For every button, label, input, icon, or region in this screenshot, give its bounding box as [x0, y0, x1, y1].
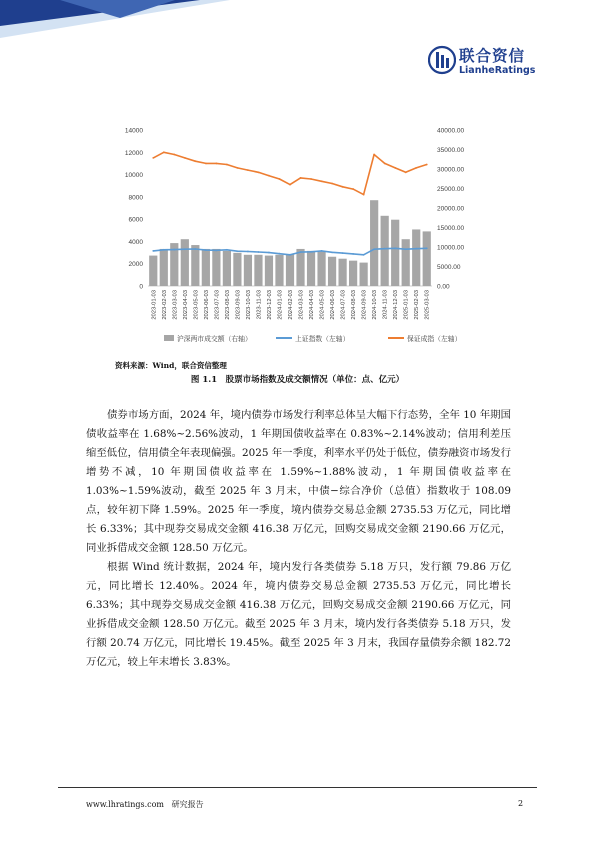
footer-divider	[58, 787, 537, 788]
guarantee-index-point	[258, 171, 260, 173]
sse-index-point	[405, 248, 407, 250]
volume-bar	[181, 239, 189, 286]
sse-index-point	[173, 249, 175, 251]
volume-bar	[286, 254, 294, 286]
x-axis-tick-label: 2024-11-03	[382, 290, 389, 320]
legend-label: 沪深两市成交额（右轴）	[177, 336, 252, 343]
sse-index-point	[300, 251, 302, 253]
company-logo	[428, 44, 538, 84]
x-axis-tick-label: 2023-01-03	[151, 290, 158, 320]
volume-bar	[265, 256, 273, 286]
left-axis-tick-label: 8000	[128, 194, 143, 202]
guarantee-index-point	[384, 163, 386, 165]
x-axis-tick-label: 2023-08-03	[224, 290, 231, 320]
guarantee-index-line	[153, 152, 426, 194]
left-axis-tick-label: 0	[139, 283, 143, 291]
volume-bar	[202, 249, 210, 286]
footer-website: www.lhratings.com	[86, 800, 165, 809]
left-axis-tick-label: 10000	[124, 172, 143, 180]
guarantee-index-point	[173, 154, 175, 156]
volume-bar	[370, 200, 378, 286]
guarantee-index-point	[352, 188, 354, 190]
x-axis-tick-label: 2023-05-03	[193, 290, 200, 320]
x-axis-tick-label: 2024-08-03	[351, 290, 358, 320]
guarantee-index-point	[226, 164, 228, 166]
x-axis-tick-label: 2024-04-03	[309, 290, 316, 320]
guarantee-index-point	[363, 194, 365, 196]
sse-index-point	[310, 251, 312, 253]
right-axis-tick-label: 15000.00	[437, 225, 465, 232]
guarantee-index-point	[394, 167, 396, 169]
volume-bar	[160, 249, 168, 286]
sse-index-point	[415, 248, 417, 250]
x-axis-tick-label: 2024-03-03	[298, 290, 305, 320]
x-axis-tick-label: 2024-05-03	[319, 290, 326, 320]
x-axis-tick-label: 2024-06-03	[330, 290, 337, 320]
volume-bar	[223, 251, 231, 286]
guarantee-index-point	[237, 167, 239, 169]
x-axis-tick-label: 2023-09-03	[235, 290, 242, 320]
left-axis-tick-label: 12000	[124, 149, 143, 157]
x-axis-tick-label: 2023-04-03	[182, 290, 189, 320]
volume-bar	[360, 263, 368, 286]
logo-name-en: LianheRatings	[459, 65, 536, 76]
volume-bar	[338, 259, 346, 286]
sse-index-point	[194, 248, 196, 250]
x-axis-tick-label: 2024-01-03	[277, 290, 284, 320]
logo-mark-icon	[428, 45, 456, 75]
sse-index-point	[394, 247, 396, 249]
paragraph-bond-market: 债券市场方面，2024 年，境内债券市场发行利率总体呈大幅下行态势，全年 10 年期国债收益率在 1.68%~2.56%波动，1 年期国债收益率在 0.83%~2.14%波动；信用利差压缩至低位，信用债全年表现偏强。2025 年一季度，利率水平仍处于低位，债券融资市场发行增势不减，10 年期国债收益率在 1.59%~1.88%波动，1 年期国债收益率在 1.03%~1.59%波动，截至 2025 年 3 月末，中债−综合净价（总值）指数收于 108.09 点，较年初下降 1.59%。2025 年一季度，境内债券交易总金额 2735.53 万亿元，同比增长 6.33%；其中现券交易成交金额 416.38 万亿元，回购交易成交金额 2190.66 万亿元，同业拆借成交金额 128.50 万亿元。	[86, 409, 511, 554]
legend-label: 保证成指（左轴）	[407, 336, 462, 343]
volume-bar	[423, 231, 431, 286]
right-axis-tick-label: 30000.00	[437, 166, 465, 174]
footer-doc-type: 研究报告	[171, 800, 204, 809]
x-axis-tick-label: 2023-07-03	[214, 290, 221, 320]
guarantee-index-point	[279, 178, 281, 180]
guarantee-index-point	[268, 175, 270, 177]
x-axis-tick-label: 2023-12-03	[266, 290, 273, 320]
x-axis-tick-label: 2023-03-03	[172, 290, 179, 320]
volume-bar	[233, 253, 241, 286]
left-axis-tick-label: 6000	[128, 216, 143, 224]
volume-bar	[412, 229, 420, 286]
right-axis-tick-label: 35000.00	[437, 147, 465, 154]
right-axis-tick-label: 0.00	[437, 283, 450, 291]
volume-bar	[275, 255, 283, 286]
right-axis-tick-label: 5000.00	[437, 264, 461, 271]
left-axis-tick-label: 2000	[128, 261, 143, 269]
sse-index-point	[426, 247, 428, 249]
volume-bar	[191, 245, 199, 286]
right-axis-tick-label: 10000.00	[437, 244, 465, 252]
x-axis-tick-label: 2025-01-03	[403, 290, 410, 320]
guarantee-index-point	[415, 167, 417, 169]
stock-market-chart	[112, 118, 484, 354]
footer-info	[86, 799, 204, 810]
volume-bar	[254, 255, 262, 286]
sse-index-point	[215, 249, 217, 251]
left-axis-tick-label: 14000	[124, 127, 143, 135]
sse-index-point	[226, 249, 228, 251]
guarantee-index-point	[373, 154, 375, 156]
x-axis-tick-label: 2023-06-03	[203, 290, 210, 320]
volume-bar	[381, 216, 389, 286]
guarantee-index-point	[194, 160, 196, 162]
volume-bar	[328, 257, 336, 286]
guarantee-index-point	[300, 177, 302, 179]
right-axis-tick-label: 20000.00	[437, 205, 465, 213]
sse-index-point	[373, 248, 375, 250]
left-axis-tick-label: 4000	[128, 238, 143, 246]
guarantee-index-point	[331, 183, 333, 185]
page-number: 2	[518, 799, 524, 808]
volume-bar	[349, 261, 357, 286]
x-axis-tick-label: 2024-02-03	[288, 290, 294, 320]
sse-index-point	[184, 248, 186, 250]
guarantee-index-point	[205, 163, 207, 165]
x-axis-tick-label: 2023-10-03	[245, 290, 252, 320]
volume-bar	[296, 249, 304, 286]
x-axis-tick-label: 2025-02-03	[414, 290, 421, 320]
logo-name-cn: 联合资信	[459, 47, 526, 65]
x-axis-tick-label: 2023-02-03	[161, 290, 168, 320]
right-axis-tick-label: 40000.00	[437, 127, 465, 135]
sse-index-point	[247, 251, 249, 253]
legend-swatch-volume	[164, 335, 174, 341]
volume-bar	[317, 252, 325, 286]
guarantee-index-point	[310, 178, 312, 180]
right-axis-tick-label: 25000.00	[437, 186, 465, 193]
figure-source: 资料来源：Wind，联合资信整理	[115, 361, 227, 370]
legend-label: 上证指数（左轴）	[295, 336, 350, 343]
sse-index-point	[342, 252, 344, 254]
x-axis-tick-label: 2024-07-03	[340, 290, 347, 320]
guarantee-index-point	[247, 169, 249, 171]
x-axis-tick-label: 2024-09-03	[361, 290, 368, 320]
sse-index-point	[331, 251, 333, 253]
sse-index-point	[352, 253, 354, 255]
guarantee-index-point	[184, 157, 186, 159]
volume-bar	[149, 256, 157, 286]
body-text	[86, 406, 511, 672]
sse-index-point	[258, 251, 260, 253]
sse-index-point	[205, 249, 207, 251]
guarantee-index-point	[342, 186, 344, 188]
sse-index-point	[321, 250, 323, 252]
figure-caption: 图 1.1 股票市场指数及成交额情况（单位：点、亿元）	[190, 375, 405, 385]
volume-bar	[244, 255, 252, 286]
x-axis-tick-label: 2024-10-03	[372, 290, 379, 320]
guarantee-index-point	[215, 163, 217, 165]
sse-index-point	[152, 250, 154, 252]
guarantee-index-point	[426, 164, 428, 166]
sse-index-point	[279, 253, 281, 255]
sse-index-point	[384, 248, 386, 250]
guarantee-index-point	[152, 157, 154, 159]
sse-index-point	[268, 252, 270, 254]
guarantee-index-point	[163, 151, 165, 153]
x-axis-tick-label: 2024-12-03	[393, 290, 400, 320]
volume-bar	[212, 249, 220, 286]
sse-index-point	[363, 254, 365, 256]
guarantee-index-point	[405, 171, 407, 173]
paragraph-wind-statistics: 根据 Wind 统计数据，2024 年，境内发行各类债券 5.18 万只，发行额 79.86 万亿元，同比增长 12.40%。2024 年，境内债券交易总金额 2735.53 万亿元，同比增长 6.33%；其中现券交易成交金额 416.38 万亿元，回购交易成交金额 2190.66 万亿元，同业拆借成交金额 128.50 万亿元。截至 2025 年 3 月末，境内发行各类债券 5.18 万只，发行额 20.74 万亿元，同比增长 19.45%。截至 2025 年 3 月末，我国存量债券余额 182.72 万亿元，较上年末增长 3.83%。	[86, 561, 511, 668]
guarantee-index-point	[289, 184, 291, 186]
sse-index-point	[237, 250, 239, 252]
x-axis-tick-label: 2025-03-03	[424, 290, 431, 320]
sse-index-point	[289, 254, 291, 256]
x-axis-tick-label: 2023-11-03	[256, 290, 263, 320]
volume-bar	[402, 239, 410, 286]
guarantee-index-point	[321, 180, 323, 182]
volume-bar	[307, 251, 315, 286]
volume-bar	[391, 220, 399, 286]
sse-index-point	[163, 249, 165, 251]
